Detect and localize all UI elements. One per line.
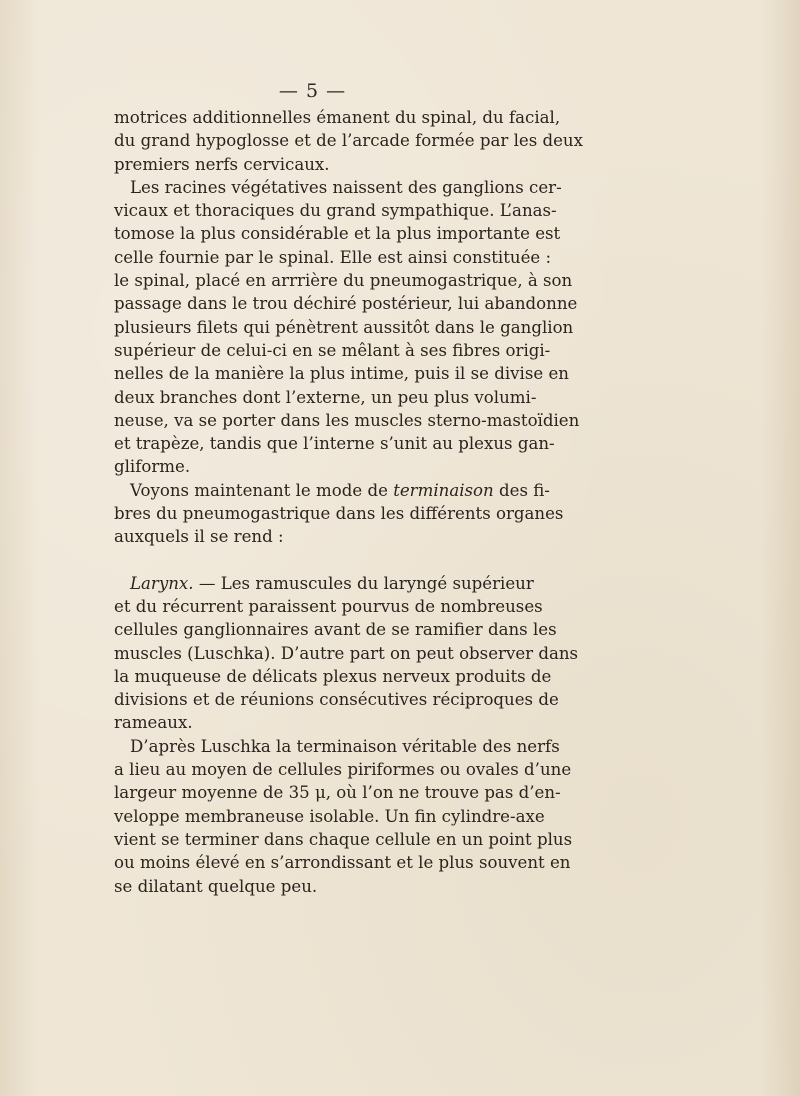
- text-segment: — Les ramuscules du laryngé supérieur: [193, 573, 534, 593]
- body-text: [114, 106, 583, 898]
- text-line: deux branches dont l’externe, un peu plus volumi-: [114, 387, 537, 407]
- text-line: largeur moyenne de 35 μ, où l’on ne trouve pas d’en-: [114, 783, 561, 803]
- text-line: celle fournie par le spinal. Elle est ainsi constituée :: [114, 247, 552, 267]
- page-number: — 5 —: [278, 80, 347, 102]
- paragraph-5: [114, 735, 573, 898]
- text-line: tomose la plus considérable et la plus importante est: [114, 224, 561, 244]
- paragraph-3: [114, 479, 564, 549]
- text-line: gliforme.: [114, 457, 191, 477]
- text-line: [114, 479, 550, 502]
- text-line: veloppe membraneuse isolable. Un fin cylindre-axe: [114, 806, 545, 826]
- emphasis-terminaison: terminaison: [393, 480, 494, 500]
- text-line: passage dans le trou déchiré postérieur, lui abandonne: [114, 294, 578, 314]
- text-line: vient se terminer dans chaque cellule en un point plus: [114, 829, 573, 849]
- text-line: rameaux.: [114, 713, 193, 733]
- text-line: plusieurs filets qui pénètrent aussitôt dans le ganglion: [114, 317, 574, 337]
- text-line: la muqueuse de délicats plexus nerveux produits de: [114, 666, 552, 686]
- paragraph-4: [114, 572, 579, 735]
- text-line: muscles (Luschka). D’autre part on peut observer dans: [114, 643, 579, 663]
- text-line: et du récurrent paraissent pourvus de nombreuses: [114, 596, 543, 616]
- text-line: vicaux et thoraciques du grand sympathique. L’anas-: [114, 201, 557, 221]
- text-segment: Voyons maintenant le mode de: [130, 480, 394, 500]
- text-line: a lieu au moyen de cellules piriformes ou ovales d’une: [114, 760, 572, 780]
- text-line: auxquels il se rend :: [114, 527, 284, 547]
- text-line: le spinal, placé en arrrière du pneumogastrique, à son: [114, 271, 573, 291]
- text-line: supérieur de celui-ci en se mêlant à ses fibres origi-: [114, 340, 551, 360]
- paragraph-1: [114, 106, 583, 176]
- text-line: divisions et de réunions consécutives réciproques de: [114, 690, 559, 710]
- text-line: et trapèze, tandis que l’interne s’unit au plexus gan-: [114, 434, 555, 454]
- text-line: [114, 572, 534, 595]
- text-line: motrices additionnelles émanent du spinal, du facial,: [114, 108, 561, 127]
- section-heading-larynx: Larynx.: [130, 573, 194, 593]
- text-line: du grand hypoglosse et de l’arcade formée par les deux: [114, 131, 583, 151]
- text-line: nelles de la manière la plus intime, puis il se divise en: [114, 364, 569, 384]
- text-line: se dilatant quelque peu.: [114, 876, 318, 896]
- text-segment: des fi-: [493, 480, 550, 500]
- text-line: D’après Luschka la terminaison véritable des nerfs: [130, 736, 560, 756]
- text-line: premiers nerfs cervicaux.: [114, 154, 330, 174]
- text-line: ou moins élevé en s’arrondissant et le plus souvent en: [114, 853, 571, 873]
- paragraph-gap: [114, 549, 530, 572]
- text-line: Les racines végétatives naissent des ganglions cer-: [130, 177, 562, 197]
- paragraph-2: [114, 176, 580, 479]
- text-line: bres du pneumogastrique dans les différents organes: [114, 504, 564, 524]
- text-line: cellules ganglionnaires avant de se ramifier dans les: [114, 620, 557, 640]
- text-line: neuse, va se porter dans les muscles sterno-mastoïdien: [114, 410, 580, 430]
